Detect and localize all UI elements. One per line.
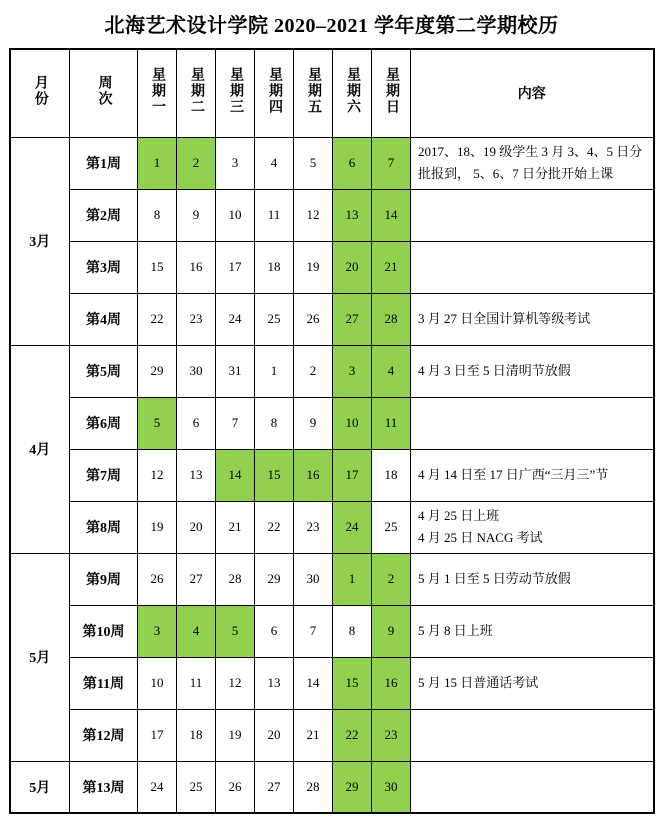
day-cell-highlighted: 9 [372, 605, 411, 657]
week-content [411, 657, 654, 709]
day-cell: 25 [177, 761, 216, 813]
day-cell: 28 [216, 553, 255, 605]
day-cell: 13 [177, 449, 216, 501]
day-cell: 5 [294, 137, 333, 189]
week-label: 第11周 [70, 657, 138, 709]
day-cell-highlighted: 4 [372, 345, 411, 397]
day-cell: 26 [138, 553, 177, 605]
day-cell: 21 [294, 709, 333, 761]
week-row [10, 657, 654, 709]
day-cell-highlighted: 1 [138, 137, 177, 189]
week-content [411, 605, 654, 657]
week-content [411, 553, 654, 605]
calendar-table [9, 48, 655, 814]
week-row [10, 241, 654, 293]
weekday-column-header [255, 49, 294, 137]
day-cell: 26 [294, 293, 333, 345]
week-content [411, 293, 654, 345]
week-content-line: 4 月 25 日 NACG 考试 [418, 530, 543, 545]
week-content-line: 4 月 14 日至 17 日广西“三月三”节 [418, 466, 609, 482]
day-cell-highlighted: 13 [333, 189, 372, 241]
week-label: 第4周 [70, 293, 138, 345]
weekday-column-header [216, 49, 255, 137]
day-cell: 27 [255, 761, 294, 813]
week-label: 第2周 [70, 189, 138, 241]
day-cell-highlighted: 15 [333, 657, 372, 709]
weekday-column-header-label: 星期二 [189, 66, 204, 115]
week-content-line: 4 月 25 日上班 [418, 507, 500, 523]
day-cell: 22 [255, 501, 294, 553]
day-cell: 22 [138, 293, 177, 345]
week-label: 第1周 [70, 137, 138, 189]
day-cell: 26 [216, 761, 255, 813]
weekday-column-header-label: 星期四 [267, 66, 282, 115]
day-cell: 20 [255, 709, 294, 761]
day-cell: 9 [294, 397, 333, 449]
day-cell-highlighted: 7 [372, 137, 411, 189]
day-cell: 27 [177, 553, 216, 605]
day-cell-highlighted: 21 [372, 241, 411, 293]
day-cell: 18 [177, 709, 216, 761]
day-cell: 24 [216, 293, 255, 345]
day-cell: 7 [216, 397, 255, 449]
week-row [10, 553, 654, 605]
week-content [411, 449, 654, 501]
week-content [411, 761, 654, 813]
weekday-column-header [138, 49, 177, 137]
week-label: 第9周 [70, 553, 138, 605]
week-content-line: 4 月 3 日至 5 日清明节放假 [418, 362, 571, 378]
week-row [10, 189, 654, 241]
day-cell: 4 [255, 137, 294, 189]
day-cell: 19 [294, 241, 333, 293]
week-content [411, 189, 654, 241]
week-content-line: 5 月 15 日普通话考试 [418, 674, 539, 690]
day-cell-highlighted: 16 [294, 449, 333, 501]
week-content [411, 397, 654, 449]
week-label: 第6周 [70, 397, 138, 449]
day-cell: 14 [294, 657, 333, 709]
day-cell: 17 [138, 709, 177, 761]
month-label: 5月 [10, 553, 70, 761]
day-cell: 10 [216, 189, 255, 241]
week-row [10, 761, 654, 813]
day-cell-highlighted: 28 [372, 293, 411, 345]
day-cell-highlighted: 24 [333, 501, 372, 553]
weekday-column-header-label: 星期五 [306, 66, 321, 115]
day-cell-highlighted: 27 [333, 293, 372, 345]
week-content [411, 345, 654, 397]
day-cell-highlighted: 4 [177, 605, 216, 657]
week-content-line: 3 月 27 日全国计算机等级考试 [418, 310, 591, 326]
week-row [10, 501, 654, 553]
week-column-header-label: 周次 [96, 74, 112, 107]
day-cell: 8 [333, 605, 372, 657]
weekday-column-header-label: 星期一 [150, 66, 165, 115]
weekday-column-header [372, 49, 411, 137]
day-cell: 10 [138, 657, 177, 709]
day-cell-highlighted: 16 [372, 657, 411, 709]
day-cell: 21 [216, 501, 255, 553]
week-label: 第7周 [70, 449, 138, 501]
weekday-column-header-label: 星期日 [384, 66, 399, 115]
week-row [10, 605, 654, 657]
day-cell: 20 [177, 501, 216, 553]
week-label: 第13周 [70, 761, 138, 813]
day-cell: 16 [177, 241, 216, 293]
day-cell-highlighted: 11 [372, 397, 411, 449]
day-cell: 1 [255, 345, 294, 397]
week-row [10, 449, 654, 501]
day-cell: 15 [138, 241, 177, 293]
day-cell-highlighted: 5 [138, 397, 177, 449]
weekday-column-header [333, 49, 372, 137]
day-cell: 8 [255, 397, 294, 449]
week-row [10, 345, 654, 397]
day-cell-highlighted: 2 [177, 137, 216, 189]
week-row [10, 293, 654, 345]
day-cell-highlighted: 30 [372, 761, 411, 813]
day-cell: 11 [177, 657, 216, 709]
day-cell: 18 [372, 449, 411, 501]
day-cell: 23 [177, 293, 216, 345]
day-cell-highlighted: 10 [333, 397, 372, 449]
day-cell: 30 [177, 345, 216, 397]
day-cell: 31 [216, 345, 255, 397]
day-cell-highlighted: 1 [333, 553, 372, 605]
day-cell: 30 [294, 553, 333, 605]
day-cell: 25 [255, 293, 294, 345]
week-content-line: 5 月 1 日至 5 日劳动节放假 [418, 570, 571, 586]
day-cell: 9 [177, 189, 216, 241]
day-cell-highlighted: 23 [372, 709, 411, 761]
month-column-header [10, 49, 70, 137]
day-cell: 23 [294, 501, 333, 553]
week-label: 第12周 [70, 709, 138, 761]
week-content [411, 709, 654, 761]
week-row [10, 709, 654, 761]
weekday-column-header-label: 星期三 [228, 66, 243, 115]
content-column-header: 内容 [411, 49, 654, 137]
week-row [10, 397, 654, 449]
day-cell: 13 [255, 657, 294, 709]
day-cell: 3 [216, 137, 255, 189]
day-cell-highlighted: 6 [333, 137, 372, 189]
week-content [411, 501, 654, 553]
day-cell-highlighted: 15 [255, 449, 294, 501]
weekday-column-header [294, 49, 333, 137]
week-label: 第3周 [70, 241, 138, 293]
page-title: 北海艺术设计学院 2020–2021 学年度第二学期校历 [104, 15, 559, 37]
month-column-header-label: 月份 [32, 74, 48, 107]
day-cell: 6 [177, 397, 216, 449]
day-cell-highlighted: 3 [138, 605, 177, 657]
day-cell-highlighted: 14 [216, 449, 255, 501]
day-cell-highlighted: 3 [333, 345, 372, 397]
day-cell: 18 [255, 241, 294, 293]
month-label: 5月 [10, 761, 70, 813]
day-cell: 7 [294, 605, 333, 657]
day-cell-highlighted: 2 [372, 553, 411, 605]
day-cell: 12 [294, 189, 333, 241]
day-cell-highlighted: 5 [216, 605, 255, 657]
day-cell: 19 [216, 709, 255, 761]
day-cell: 6 [255, 605, 294, 657]
week-label: 第10周 [70, 605, 138, 657]
day-cell: 2 [294, 345, 333, 397]
week-content-line: 5 月 8 日上班 [418, 622, 493, 638]
weekday-column-header-label: 星期六 [345, 66, 360, 115]
day-cell: 24 [138, 761, 177, 813]
day-cell: 29 [255, 553, 294, 605]
day-cell: 28 [294, 761, 333, 813]
week-content [411, 241, 654, 293]
day-cell-highlighted: 29 [333, 761, 372, 813]
day-cell: 12 [216, 657, 255, 709]
day-cell-highlighted: 17 [333, 449, 372, 501]
month-label: 4月 [10, 345, 70, 553]
day-cell-highlighted: 20 [333, 241, 372, 293]
day-cell: 19 [138, 501, 177, 553]
week-label: 第5周 [70, 345, 138, 397]
day-cell: 17 [216, 241, 255, 293]
day-cell: 11 [255, 189, 294, 241]
day-cell: 12 [138, 449, 177, 501]
week-content [411, 137, 654, 189]
day-cell: 29 [138, 345, 177, 397]
week-column-header [70, 49, 138, 137]
weekday-column-header [177, 49, 216, 137]
day-cell: 8 [138, 189, 177, 241]
day-cell: 25 [372, 501, 411, 553]
week-content-line: 2017、18、19 级学生 3 月 3、4、5 日分批报到， 5、6、7 日分批开始上课 [418, 143, 643, 181]
day-cell-highlighted: 22 [333, 709, 372, 761]
week-row [10, 137, 654, 189]
day-cell-highlighted: 14 [372, 189, 411, 241]
week-label: 第8周 [70, 501, 138, 553]
calendar-header-row [10, 49, 654, 137]
month-label: 3月 [10, 137, 70, 345]
